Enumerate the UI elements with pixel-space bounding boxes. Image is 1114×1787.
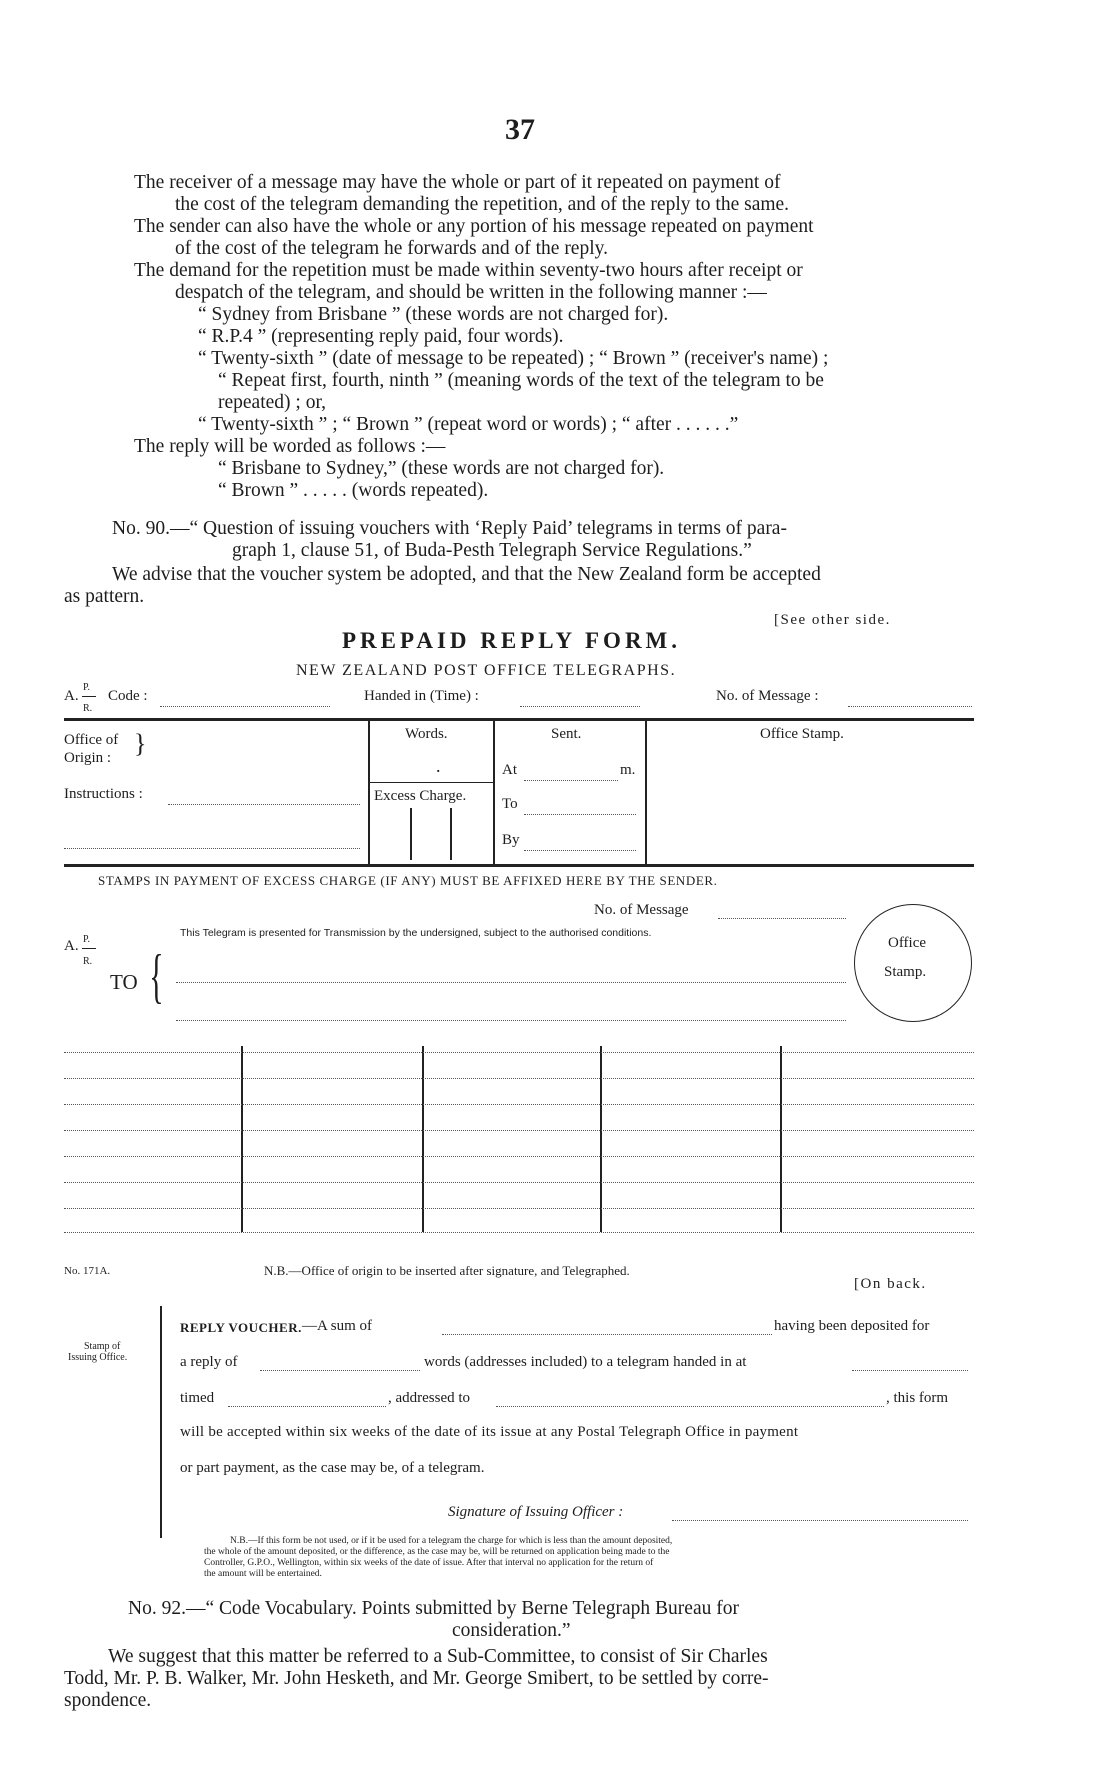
reply-words-field[interactable] <box>260 1370 420 1371</box>
no92-line: spondence. <box>64 1690 152 1711</box>
intro-line: “ Brisbane to Sydney,” (these words are not charged for). <box>218 458 665 479</box>
voucher-heading: REPLY VOUCHER. <box>180 1320 302 1335</box>
on-back: [On back. <box>854 1276 927 1292</box>
handed-in-at-field[interactable] <box>852 1370 968 1371</box>
m-label: m. <box>620 762 636 778</box>
by-label: By <box>502 832 520 848</box>
intro-line: The sender can also have the whole or any portion of his message repeated on payment <box>134 216 814 237</box>
intro-line: “ Brown ” . . . . . (words repeated). <box>218 480 489 501</box>
voucher-nb-line: N.B.—If this form be not used, or if it be used for a telegram the charge for which is less than the amount deposited, <box>230 1536 673 1546</box>
intro-line: of the cost of the telegram he forwards and of the reply. <box>175 238 608 259</box>
intro-line: “ R.P.4 ” (representing reply paid, four words). <box>198 326 564 347</box>
presented-text: This Telegram is presented for Transmission by the undersigned, subject to the authorised conditions. <box>180 927 652 939</box>
ap-a: A. <box>64 688 79 704</box>
ap2-a: A. <box>64 938 79 954</box>
stamps-note: STAMPS IN PAYMENT OF EXCESS CHARGE (IF ANY) MUST BE AFFIXED HERE BY THE SENDER. <box>98 873 718 888</box>
to-label: To <box>502 796 518 812</box>
stamp-circle-text: Stamp. <box>884 964 927 980</box>
sum-field[interactable] <box>442 1334 772 1335</box>
code-label: Code : <box>108 688 148 704</box>
voucher-l3b: , addressed to <box>388 1390 471 1406</box>
message-line-3[interactable] <box>64 1104 974 1105</box>
voucher-l2a: a reply of <box>180 1354 238 1370</box>
message-line-5[interactable] <box>64 1156 974 1157</box>
no90-line: graph 1, clause 51, of Buda-Pesth Telegraph Service Regulations.” <box>232 540 752 561</box>
instructions-label: Instructions : <box>64 786 143 802</box>
origin-label: Origin : <box>64 750 112 766</box>
form-nb: N.B.—Office of origin to be inserted after signature, and Telegraphed. <box>264 1263 630 1278</box>
voucher-l4: will be accepted within six weeks of the date of its issue at any Postal Telegraph Office in payment <box>180 1424 799 1440</box>
message-line-1[interactable] <box>64 1052 974 1053</box>
to-field[interactable] <box>524 814 636 815</box>
words-header: Words. <box>405 726 448 742</box>
no-of-message-label: No. of Message <box>594 902 689 918</box>
voucher-nb-line: the amount will be entertained. <box>204 1569 322 1579</box>
instructions-field[interactable] <box>168 804 360 805</box>
office-stamp-header: Office Stamp. <box>760 726 844 742</box>
intro-line: The receiver of a message may have the whole or part of it repeated on payment of <box>134 172 781 193</box>
to-address-line-1[interactable] <box>176 982 846 983</box>
voucher-nb-line: Controller, G.P.O., Wellington, within six weeks of the date of issue. After that interval no application for the return of <box>204 1558 654 1568</box>
voucher-l5: or part payment, as the case may be, of a telegram. <box>180 1460 485 1476</box>
big-brace: { <box>149 943 164 1009</box>
intro-line: repeated) ; or, <box>218 392 327 413</box>
brace-symbol: } <box>134 729 147 758</box>
ap-r: R. <box>83 703 93 714</box>
voucher-l2b: words (addresses included) to a telegram handed in at <box>424 1354 747 1370</box>
to-big: TO <box>110 970 138 994</box>
handed-in-field[interactable] <box>520 706 640 707</box>
at-label: At <box>502 762 517 778</box>
ap2-r: R. <box>83 956 93 967</box>
form-subtitle: NEW ZEALAND POST OFFICE TELEGRAPHS. <box>296 662 677 679</box>
message-line-8[interactable] <box>64 1232 974 1233</box>
no-message-label: No. of Message : <box>716 688 819 704</box>
no90-line: as pattern. <box>64 586 145 607</box>
intro-line: “ Twenty-sixth ” ; “ Brown ” (repeat word or words) ; “ after . . . . . .” <box>198 414 739 435</box>
form-title: PREPAID REPLY FORM. <box>342 628 682 653</box>
timed-field[interactable] <box>228 1406 386 1407</box>
addressed-to-field[interactable] <box>496 1406 884 1407</box>
voucher-l1b: having been deposited for <box>774 1318 930 1334</box>
no92-line: No. 92.—“ Code Vocabulary. Points submitted by Berne Telegraph Bureau for <box>128 1598 739 1619</box>
ap2-p: P. <box>83 934 90 945</box>
page-number: 37 <box>505 113 535 146</box>
stamp-of: Stamp of <box>84 1341 121 1352</box>
no92-line: We suggest that this matter be referred to a Sub-Committee, to consist of Sir Charles <box>108 1646 768 1667</box>
intro-line: “ Sydney from Brisbane ” (these words are not charged for). <box>198 304 669 325</box>
issuing-office: Issuing Office. <box>68 1352 128 1363</box>
message-line-2[interactable] <box>64 1078 974 1079</box>
no92-line: Todd, Mr. P. B. Walker, Mr. John Hesketh, and Mr. George Smibert, to be settled by corre- <box>64 1668 769 1689</box>
voucher-l1a: —A sum of <box>302 1318 373 1334</box>
no-message-field[interactable] <box>848 706 972 707</box>
instructions-field-2[interactable] <box>64 848 360 849</box>
office-stamp-circle <box>854 904 972 1022</box>
intro-line: the cost of the telegram demanding the repetition, and of the reply to the same. <box>175 194 790 215</box>
signature-label: Signature of Issuing Officer : <box>448 1504 624 1520</box>
intro-line: The reply will be worded as follows :— <box>134 436 446 457</box>
no90-line: No. 90.—“ Question of issuing vouchers with ‘Reply Paid’ telegrams in terms of para- <box>112 518 787 539</box>
message-line-6[interactable] <box>64 1182 974 1183</box>
message-line-4[interactable] <box>64 1130 974 1131</box>
excess-charge-header: Excess Charge. <box>374 788 467 804</box>
decimal-point: . <box>436 756 441 776</box>
intro-line: The demand for the repetition must be made within seventy-two hours after receipt or <box>134 260 803 281</box>
code-field[interactable] <box>160 706 330 707</box>
signature-field[interactable] <box>672 1520 968 1521</box>
stamp-circle-text: Office <box>888 935 927 951</box>
no90-line: We advise that the voucher system be adopted, and that the New Zealand form be accepted <box>112 564 821 585</box>
handed-in-label: Handed in (Time) : <box>364 688 479 704</box>
intro-line: “ Twenty-sixth ” (date of message to be repeated) ; “ Brown ” (receiver's name) ; <box>198 348 829 369</box>
sent-header: Sent. <box>551 726 582 742</box>
intro-line: “ Repeat first, fourth, ninth ” (meaning words of the text of the telegram to be <box>218 370 824 391</box>
ap-p: P. <box>83 682 90 693</box>
form-number: No. 171A. <box>64 1265 111 1277</box>
by-field[interactable] <box>524 850 636 851</box>
no92-line: consideration.” <box>452 1620 571 1641</box>
no-of-message-field[interactable] <box>718 918 846 919</box>
see-other-side: [See other side. <box>774 612 891 628</box>
voucher-nb-line: the whole of the amount deposited, or the difference, as the case may be, will be returned on application being made to the <box>204 1547 670 1557</box>
to-address-line-2[interactable] <box>176 1020 846 1021</box>
voucher-l3c: , this form <box>886 1390 949 1406</box>
message-line-7[interactable] <box>64 1208 974 1209</box>
intro-line: despatch of the telegram, and should be written in the following manner :— <box>175 282 767 303</box>
voucher-l3a: timed <box>180 1390 215 1406</box>
at-field[interactable] <box>524 780 618 781</box>
office-of-label: Office of <box>64 732 119 748</box>
